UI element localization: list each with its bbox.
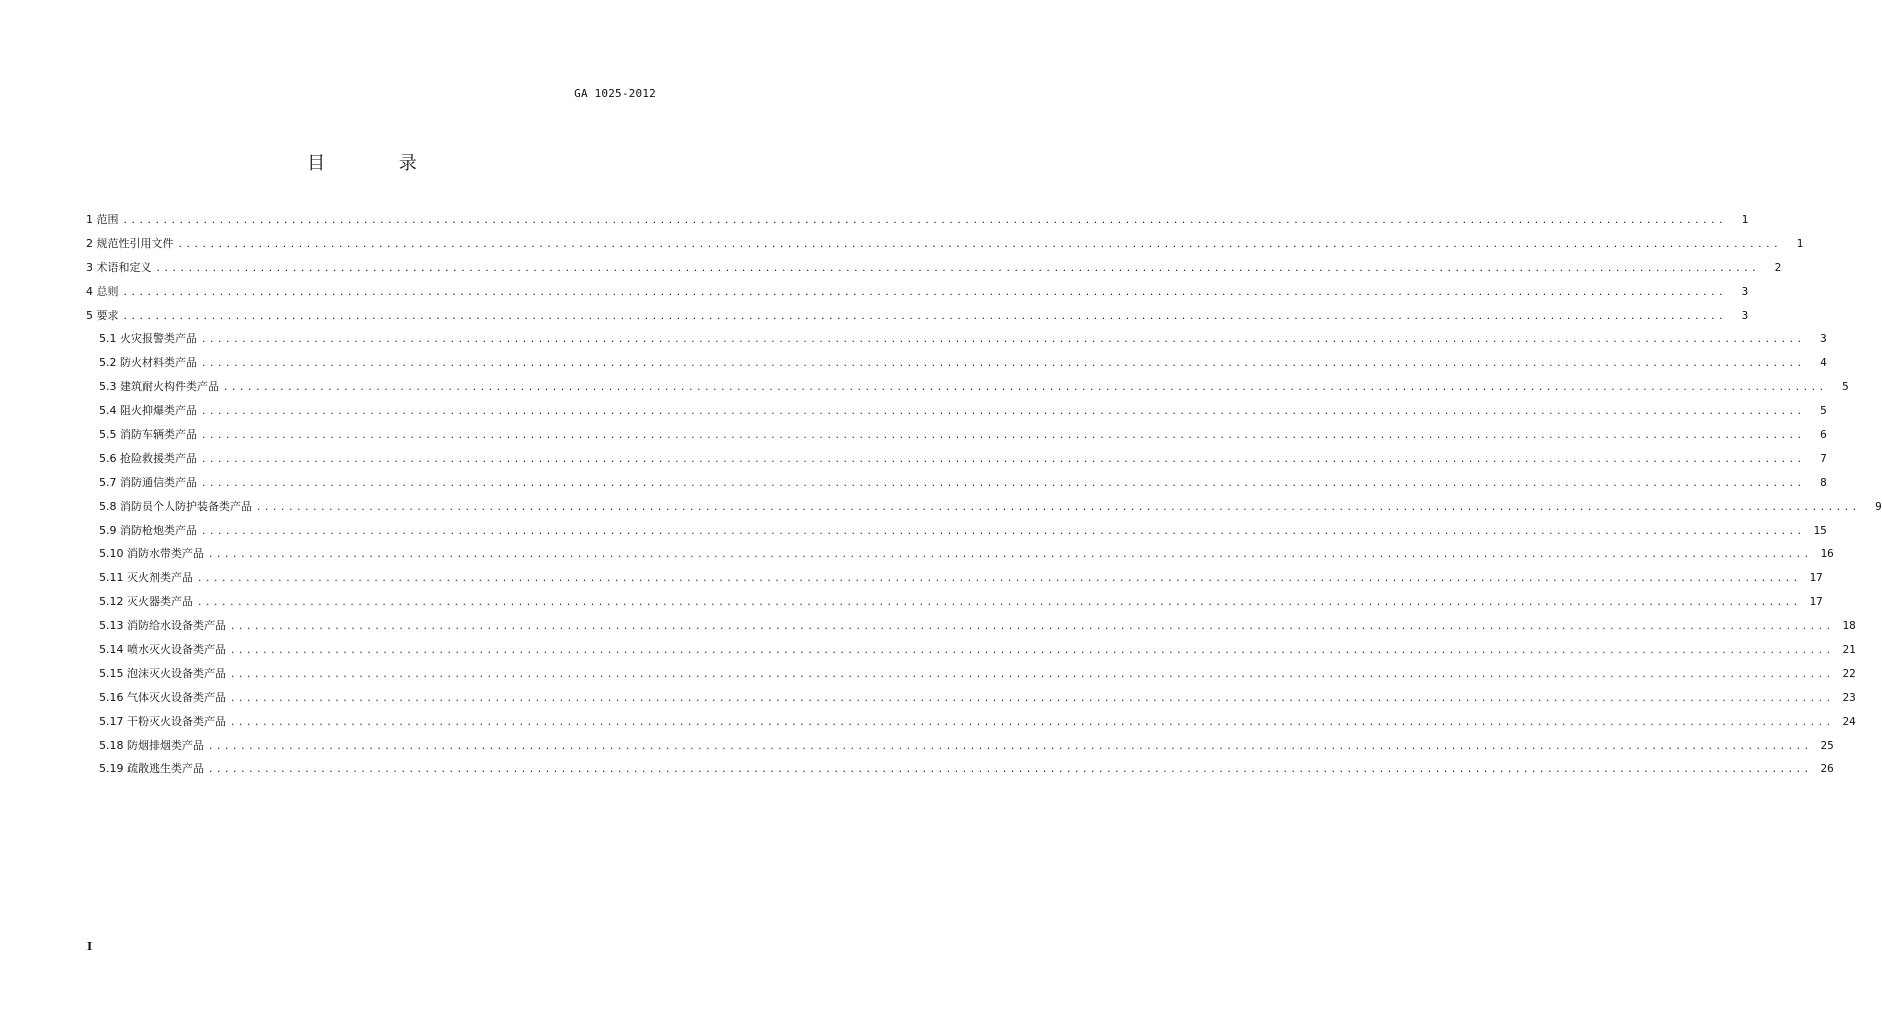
- toc-entry-page: 1: [1741, 213, 1749, 226]
- toc-entry-label: 5.19 疏散逃生类产品: [99, 762, 204, 776]
- toc-entry-page: 25: [1820, 738, 1834, 752]
- toc-entry[interactable]: [86, 542, 1834, 566]
- toc-entry-label: 5 要求: [86, 308, 119, 322]
- toc-dot-leader: ........................................................................................................................................................................................................: [155, 263, 1760, 274]
- toc-entry[interactable]: [86, 566, 1823, 590]
- toc-dot-leader: ........................................................................................................................................................................................................: [197, 574, 1801, 585]
- toc-entry-label: 5.15 泡沫灭火设备类产品: [99, 666, 226, 680]
- toc-entry-page: 24: [1842, 714, 1856, 728]
- toc-entry-label: 5.2 防火材料类产品: [99, 356, 197, 370]
- toc-entry[interactable]: [86, 734, 1834, 758]
- toc-entry-label: 5.12 灭火器类产品: [99, 595, 193, 609]
- toc-entry-label: 5.4 阻火抑爆类产品: [99, 404, 197, 418]
- toc-entry[interactable]: [86, 232, 1804, 256]
- toc-entry-page: 22: [1842, 666, 1856, 680]
- toc-entry[interactable]: [86, 447, 1827, 471]
- toc-entry[interactable]: [86, 327, 1827, 351]
- toc-entry-label: 5.6 抢险救援类产品: [99, 451, 197, 465]
- toc-entry[interactable]: [86, 686, 1856, 710]
- toc-entry-label: 4 总则: [86, 284, 119, 298]
- toc-entry[interactable]: [86, 351, 1827, 375]
- toc-entry-page: 3: [1820, 332, 1827, 346]
- toc-entry-label: 5.18 防烟排烟类产品: [99, 738, 204, 752]
- toc-dot-leader: ........................................................................................................................................................................................................: [201, 407, 1805, 418]
- toc-entry-label: 1 范围: [86, 213, 119, 226]
- toc-entry-page: 18: [1842, 619, 1856, 633]
- toc-dot-leader: ........................................................................................................................................................................................................: [230, 717, 1834, 728]
- toc-entry-page: 3: [1741, 284, 1749, 298]
- toc-dot-leader: ........................................................................................................................................................................................................: [208, 550, 1812, 561]
- toc-entry[interactable]: [86, 710, 1856, 734]
- toc-entry[interactable]: [86, 471, 1827, 495]
- toc-entry[interactable]: [86, 208, 1749, 232]
- toc-dot-leader: ........................................................................................................................................................................................................: [223, 383, 1827, 394]
- toc-entry-page: 15: [1813, 523, 1827, 537]
- toc-entry-label: 5.11 灭火剂类产品: [99, 571, 193, 585]
- toc-dot-leader: ........................................................................................................................................................................................................: [201, 526, 1805, 537]
- toc-entry-page: 3: [1741, 308, 1749, 322]
- toc-dot-leader: ........................................................................................................................................................................................................: [208, 765, 1812, 776]
- toc-dot-leader: ........................................................................................................................................................................................................: [201, 335, 1805, 346]
- toc-entry-label: 3 术语和定义: [86, 260, 152, 274]
- toc-entry-page: 7: [1820, 451, 1827, 465]
- toc-dot-leader: ........................................................................................................................................................................................................: [201, 359, 1805, 370]
- toc-entry-label: 5.17 干粉灭火设备类产品: [99, 714, 226, 728]
- toc-entry[interactable]: [86, 638, 1856, 662]
- toc-dot-leader: ........................................................................................................................................................................................................: [201, 431, 1805, 442]
- toc-dot-leader: ........................................................................................................................................................................................................: [230, 622, 1834, 633]
- toc-entry[interactable]: [86, 495, 1882, 519]
- toc-entry[interactable]: [86, 757, 1834, 781]
- toc-entry-label: 5.13 消防给水设备类产品: [99, 619, 226, 633]
- toc-entry[interactable]: [86, 423, 1827, 447]
- toc-entry-label: 5.9 消防枪炮类产品: [99, 523, 197, 537]
- toc-entry-page: 2: [1774, 260, 1782, 274]
- toc-entry-label: 5.7 消防通信类产品: [99, 475, 197, 489]
- toc-entry[interactable]: [86, 280, 1749, 304]
- toc-dot-leader: ........................................................................................................................................................................................................: [230, 669, 1834, 680]
- toc-entry-label: 5.5 消防车辆类产品: [99, 428, 197, 442]
- standard-code: GA 1025-2012: [574, 87, 656, 100]
- toc-entry-label: 2 规范性引用文件: [86, 236, 174, 250]
- toc-entry[interactable]: [86, 614, 1856, 638]
- toc-entry[interactable]: [86, 519, 1827, 543]
- toc-entry-page: 17: [1809, 571, 1823, 585]
- table-of-contents: [86, 208, 1882, 781]
- toc-entry-page: 23: [1842, 690, 1856, 704]
- toc-entry-page: 17: [1809, 595, 1823, 609]
- toc-entry-page: 16: [1820, 547, 1834, 561]
- toc-entry[interactable]: [86, 590, 1823, 614]
- toc-entry-page: 6: [1820, 428, 1827, 442]
- toc-entry-label: 5.8 消防员个人防护装备类产品: [99, 499, 252, 513]
- toc-entry[interactable]: [86, 304, 1749, 328]
- toc-dot-leader: ........................................................................................................................................................................................................: [256, 502, 1860, 513]
- toc-dot-leader: ........................................................................................................................................................................................................: [122, 216, 1727, 226]
- toc-entry-page: 1: [1796, 236, 1804, 250]
- toc-entry-page: 5: [1820, 404, 1827, 418]
- toc-dot-leader: ........................................................................................................................................................................................................: [122, 287, 1727, 298]
- page-number: I: [87, 940, 93, 953]
- toc-entry[interactable]: [86, 256, 1782, 280]
- toc-entry[interactable]: [86, 662, 1856, 686]
- toc-dot-leader: ........................................................................................................................................................................................................: [230, 693, 1834, 704]
- toc-dot-leader: ........................................................................................................................................................................................................: [208, 741, 1812, 752]
- toc-dot-leader: ........................................................................................................................................................................................................: [122, 311, 1727, 322]
- toc-entry-page: 9: [1875, 499, 1882, 513]
- toc-entry-page: 5: [1842, 380, 1849, 394]
- toc-dot-leader: ........................................................................................................................................................................................................: [201, 454, 1805, 465]
- toc-dot-leader: ........................................................................................................................................................................................................: [230, 646, 1834, 657]
- toc-dot-leader: ........................................................................................................................................................................................................: [177, 239, 1782, 250]
- toc-entry-label: 5.14 喷水灭火设备类产品: [99, 643, 226, 657]
- toc-entry-page: 21: [1842, 643, 1856, 657]
- toc-entry-page: 4: [1820, 356, 1827, 370]
- toc-dot-leader: ........................................................................................................................................................................................................: [201, 478, 1805, 489]
- toc-entry[interactable]: [86, 399, 1827, 423]
- toc-entry-label: 5.1 火灾报警类产品: [99, 332, 197, 346]
- toc-entry-page: 26: [1820, 762, 1834, 776]
- toc-dot-leader: ........................................................................................................................................................................................................: [197, 598, 1801, 609]
- toc-entry-label: 5.3 建筑耐火构件类产品: [99, 380, 219, 394]
- toc-entry-page: 8: [1820, 475, 1827, 489]
- toc-entry[interactable]: [86, 375, 1849, 399]
- toc-entry-label: 5.10 消防水带类产品: [99, 547, 204, 561]
- toc-entry-label: 5.16 气体灭火设备类产品: [99, 690, 226, 704]
- page-title: 目 录: [307, 153, 451, 174]
